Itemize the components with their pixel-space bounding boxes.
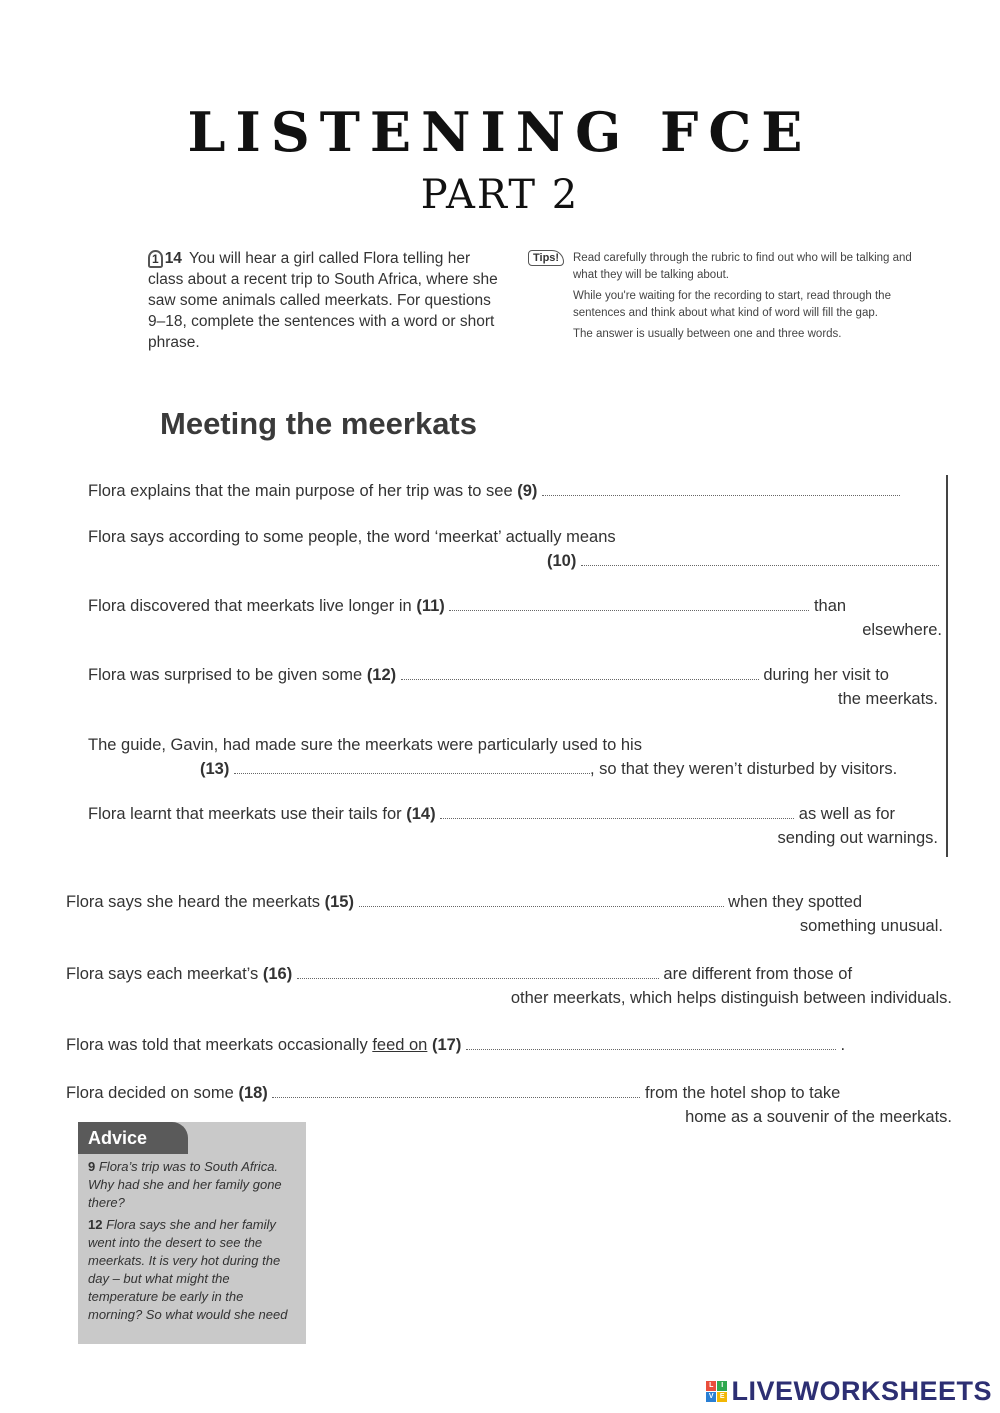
logo-letter: L [706, 1381, 716, 1391]
question-13-gap-line: (13) , so that they weren’t disturbed by visitors. [200, 760, 898, 778]
logo-letter: I [717, 1381, 727, 1391]
question-15: Flora says she heard the meerkats (15) when they spotted [66, 893, 863, 911]
question-number: (14) [406, 805, 436, 823]
answer-gap-12[interactable] [401, 665, 759, 680]
question-10-gap-line [547, 549, 939, 573]
question-number: (16) [262, 965, 293, 983]
question-number: (18) [238, 1084, 268, 1102]
brand-name: LIVEWORKSHEETS [731, 1376, 992, 1406]
question-18: Flora decided on some (18) from the hotel shop to take [66, 1084, 841, 1102]
liveworksheets-logo-icon [706, 1381, 727, 1402]
margin-rule [946, 475, 948, 857]
question-number: (9) [517, 482, 538, 500]
track-number: 14 [164, 250, 182, 267]
answer-gap-16[interactable] [297, 964, 659, 979]
underlined-phrase: feed on [372, 1036, 428, 1054]
advice-item: 12 Flora says she and her family went into the desert to see the meerkats. It is very hot during the day – but what might the temperature be early in the morning? So what would she need [88, 1217, 288, 1322]
page-title: LISTENING FCE [187, 100, 813, 164]
answer-gap-14[interactable] [440, 804, 794, 819]
instructions-text: You will hear a girl called Flora telling her class about a recent trip to South Africa, where she saw some animals called meerkats. For questions 9–18, complete the sentences with a word or short phrase. [148, 250, 498, 351]
question-12-cont: the meerkats. [838, 690, 938, 708]
question-number: (11) [416, 597, 445, 615]
question-13: The guide, Gavin, had made sure the meerkats were particularly used to his [88, 736, 642, 754]
logo-letter: E [717, 1392, 727, 1402]
liveworksheets-brand [706, 1376, 992, 1407]
question-9: Flora explains that the main purpose of her trip was to see (9) [88, 479, 900, 503]
question-10: Flora says according to some people, the word ‘meerkat’ actually means [88, 528, 616, 546]
advice-box [78, 1122, 306, 1344]
answer-gap-10[interactable] [581, 551, 939, 566]
section-heading: Meeting the meerkats [160, 406, 477, 441]
question-11: Flora discovered that meerkats live longer in (11) than [88, 597, 847, 615]
tips-box [573, 250, 933, 347]
tip-line: While you're waiting for the recording to start, read through the sentences and think about what kind of word will fill the gap. [573, 290, 891, 319]
question-12: Flora was surprised to be given some (12) during her visit to [88, 666, 889, 684]
question-18-cont: home as a souvenir of the meerkats. [685, 1108, 952, 1126]
question-16: Flora says each meerkat’s (16) are different from those of [66, 965, 853, 983]
question-14: Flora learnt that meerkats use their tails for (14) as well as for [88, 805, 896, 823]
answer-gap-13[interactable] [234, 759, 590, 774]
logo-letter: V [706, 1392, 716, 1402]
question-14-cont: sending out warnings. [777, 829, 938, 847]
question-17: Flora was told that meerkats occasionally feed on (17) . [66, 1036, 846, 1054]
question-number: (13) [200, 760, 230, 778]
tips-badge: Tips! [528, 250, 564, 266]
tip-line: Read carefully through the rubric to find out who will be talking and what they will be talking about. [573, 252, 912, 281]
advice-item: 9 Flora’s trip was to South Africa. Why had she and her family gone there? [88, 1159, 282, 1210]
answer-gap-11[interactable] [449, 596, 809, 611]
instructions [148, 248, 508, 353]
answer-gap-18[interactable] [272, 1083, 640, 1098]
tip-line: The answer is usually between one and three words. [573, 328, 842, 340]
question-number: (10) [547, 552, 577, 570]
question-16-cont: other meerkats, which helps distinguish between individuals. [510, 989, 952, 1007]
question-11-cont: elsewhere. [862, 621, 942, 639]
page-subtitle: PART 2 [420, 172, 580, 218]
question-number: (15) [324, 893, 354, 911]
answer-gap-15[interactable] [359, 892, 724, 907]
answer-gap-9[interactable] [542, 481, 900, 496]
answer-gap-17[interactable] [466, 1035, 836, 1050]
question-15-cont: something unusual. [799, 917, 943, 935]
question-number: (17) [431, 1036, 462, 1054]
headphones-icon: 1 [148, 250, 163, 268]
question-number: (12) [366, 666, 397, 684]
advice-header: Advice [78, 1122, 188, 1154]
